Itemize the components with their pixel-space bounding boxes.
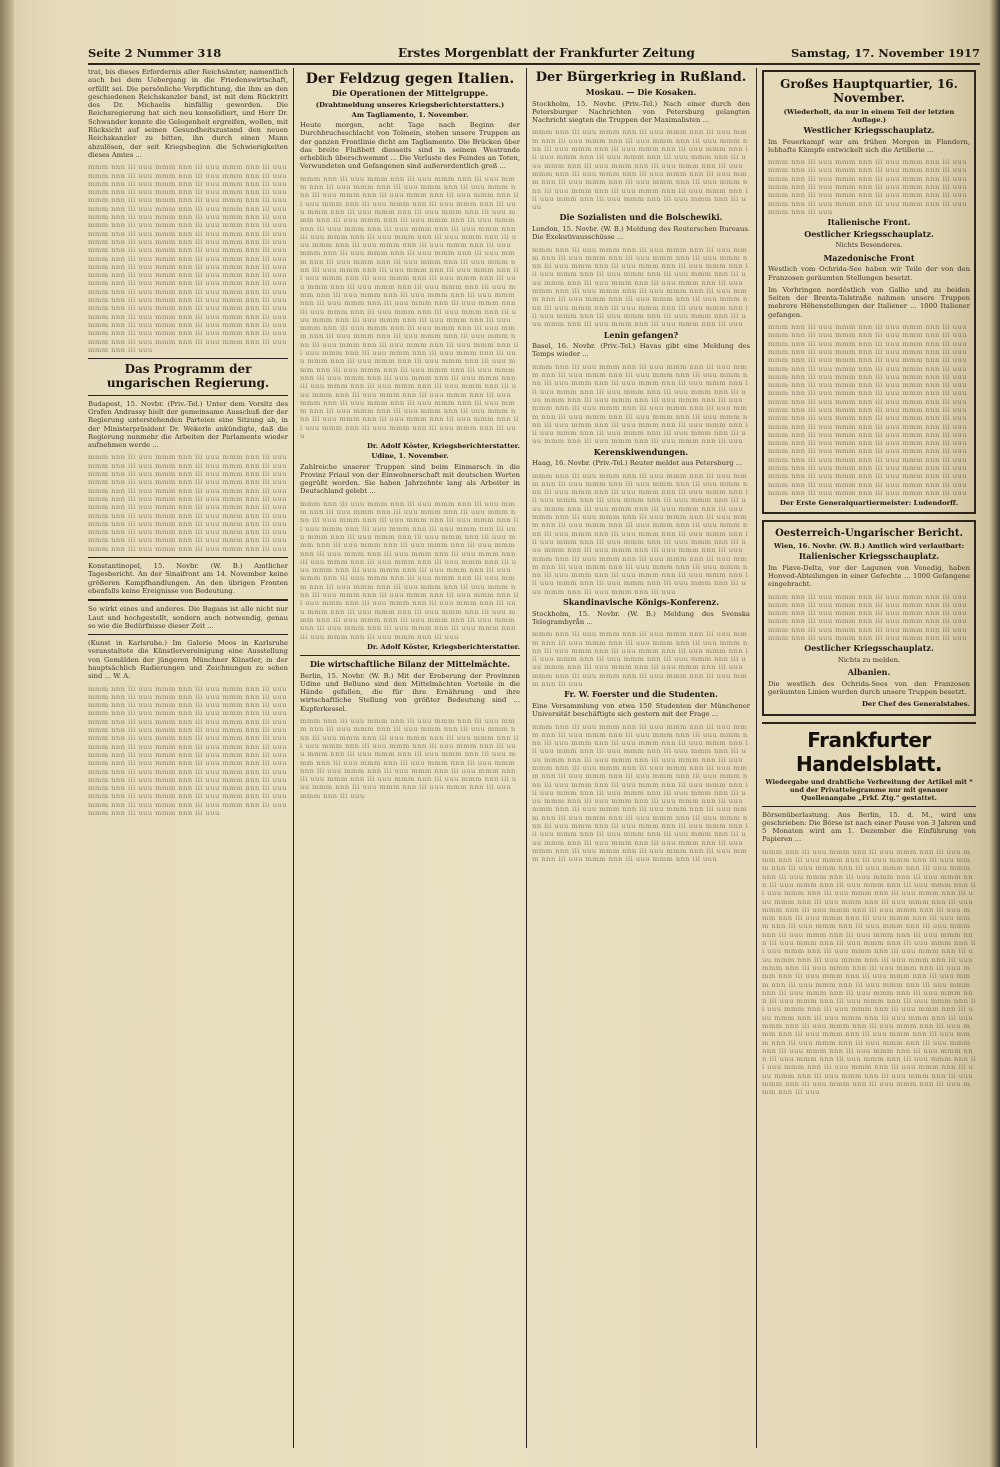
col2-subhead-2: Die wirtschaftliche Bilanz der Mittelmächte.: [309, 658, 510, 669]
col4-at-albania: Albanien.: [847, 667, 891, 678]
col1-divider-1: [88, 358, 288, 359]
col2-filler-text-3: mmm nnn iii uuu mmm nnn iii uuu mmm nnn iii uuu mmm nnn iii uuu mmm nnn iii uuu mmm nnn iii uuu mmm nnn iii uuu mmm nnn iii uuu mmm nnn iii uuu mmm nnn iii uuu mmm nnn iii uuu mmm nnn iii uuu mmm nnn iii uuu mmm nnn iii uuu mmm nnn iii uuu mmm nnn iii uuu mmm nnn iii uuu mmm nnn iii uuu mmm nnn iii uuu mmm nnn iii uuu mmm nnn iii uuu mmm nnn iii uuu mmm nnn iii uuu mmm nnn iii uuu mmm nnn iii uuu mmm nnn iii uuu mmm nnn iii uuu mmm nnn iii uuu mmm nnn iii uuu mmm nnn iii uuu: [300, 717, 519, 800]
col4-filler-text-2: mmm nnn iii uuu mmm nnn iii uuu mmm nnn iii uuu mmm nnn iii uuu mmm nnn iii uuu mmm nnn iii uuu mmm nnn iii uuu mmm nnn iii uuu mmm nnn iii uuu mmm nnn iii uuu mmm nnn iii uuu mmm nnn iii uuu mmm nnn iii uuu mmm nnn iii uuu mmm nnn iii uuu mmm nnn iii uuu mmm nnn iii uuu mmm nnn iii uuu mmm nnn iii uuu mmm nnn iii uuu mmm nnn iii uuu mmm nnn iii uuu mmm nnn iii uuu mmm nnn iii uuu mmm nnn iii uuu mmm nnn iii uuu mmm nnn iii uuu mmm nnn iii uuu mmm nnn iii uuu mmm nnn iii uuu mmm nnn iii uuu mmm nnn iii uuu mmm nnn iii uuu mmm nnn iii uuu mmm nnn iii uuu mmm nnn iii uuu mmm nnn iii uuu mmm nnn iii uuu mmm nnn iii uuu mmm nnn iii uuu mmm nnn iii uuu mmm nnn iii uuu mmm nnn iii uuu mmm nnn iii uuu mmm nnn iii uuu mmm nnn iii uuu mmm nnn iii uuu mmm nnn iii uuu mmm nnn iii uuu mmm nnn iii uuu mmm nnn iii uuu mmm nnn iii uuu mmm nnn iii uuu mmm nnn iii uuu mmm nnn iii uuu mmm nnn iii uuu mmm nnn iii uuu mmm nnn iii uuu mmm nnn iii uuu mmm nnn iii uuu mmm nnn iii uuu mmm nnn iii uuu mmm nnn iii uuu: [768, 323, 967, 497]
col4-quartermaster: Der Erste Generalquartiermeister: Ludendorff.: [779, 499, 959, 508]
col4-west-body: Im Feuerkampf war am frühen Morgen in Flandern, lebhafte Kämpfe entwickelt sich die Artillerie ...: [768, 137, 970, 154]
col4-dateline: (Wiederholt, da nur in einem Teil der letzten Auflage.): [783, 107, 955, 124]
army-report-box: [762, 70, 976, 514]
col4-italy: Italienische Front.: [827, 217, 911, 228]
col3-body-2: London, 15. Novbr. (W. B.) Meldung des Reuterschen Bureaus. Die Exekutivausschüsse ...: [532, 224, 750, 242]
col3-subhead-3: Lenin gefangen?: [603, 329, 679, 340]
col3-filler-text-1: mmm nnn iii uuu mmm nnn iii uuu mmm nnn iii uuu mmm nnn iii uuu mmm nnn iii uuu mmm nnn iii uuu mmm nnn iii uuu mmm nnn iii uuu mmm nnn iii uuu mmm nnn iii uuu mmm nnn iii uuu mmm nnn iii uuu mmm nnn iii uuu mmm nnn iii uuu mmm nnn iii uuu mmm nnn iii uuu mmm nnn iii uuu mmm nnn iii uuu mmm nnn iii uuu mmm nnn iii uuu mmm nnn iii uuu mmm nnn iii uuu mmm nnn iii uuu mmm nnn iii uuu mmm nnn iii uuu mmm nnn iii uuu mmm nnn iii uuu mmm nnn iii uuu mmm nnn iii uuu: [532, 128, 749, 212]
header-date: Samstag, 17. November 1917: [791, 46, 980, 60]
handelsblatt-masthead-sub: Wiedergabe und drahtliche Verbreitung der Artikel mit * und der Privattelegramme nur mit genauer Quellenangabe „Frkf. Ztg.“ gestattet.: [765, 777, 973, 802]
col4-at-dateline: Wien, 16. Novbr. (W. B.) Amtlich wird verlautbart:: [773, 541, 965, 550]
col2-body-3: Berlin, 15. Novbr. (W. B.) Mit der Eroberung der Provinzen Udine und Belluno sind den Mittelmächten Vorteile in die Hände gefallen, die für ihre Ernährung und ihre wirtschaftliche Stellung von größter Bedeutung sind ... Kupferkessel.: [300, 671, 520, 713]
col4-east: Oestlicher Kriegsschauplatz.: [804, 228, 934, 239]
col2-body-2: Zahlreiche unserer Truppen sind beim Einmarsch in die Provinz Friaul von der Einwohnerschaft mit deutschen Worten gegrüßt worden. Sie haben Jahrzehnte lang als Arbeiter in Deutschland gelebt ...: [300, 462, 520, 496]
header-rule: [88, 63, 980, 65]
col3-filler-text-4: mmm nnn iii uuu mmm nnn iii uuu mmm nnn iii uuu mmm nnn iii uuu mmm nnn iii uuu mmm nnn iii uuu mmm nnn iii uuu mmm nnn iii uuu mmm nnn iii uuu mmm nnn iii uuu mmm nnn iii uuu mmm nnn iii uuu mmm nnn iii uuu mmm nnn iii uuu mmm nnn iii uuu mmm nnn iii uuu mmm nnn iii uuu mmm nnn iii uuu mmm nnn iii uuu mmm nnn iii uuu mmm nnn iii uuu mmm nnn iii uuu mmm nnn iii uuu mmm nnn iii uuu mmm nnn iii uuu mmm nnn iii uuu mmm nnn iii uuu mmm nnn iii uuu mmm nnn iii uuu mmm nnn iii uuu mmm nnn iii uuu mmm nnn iii uuu mmm nnn iii uuu mmm nnn iii uuu mmm nnn iii uuu mmm nnn iii uuu mmm nnn iii uuu mmm nnn iii uuu mmm nnn iii uuu mmm nnn iii uuu mmm nnn iii uuu mmm nnn iii uuu mmm nnn iii uuu mmm nnn iii uuu mmm nnn iii uuu mmm nnn iii uuu mmm nnn iii uuu: [532, 471, 749, 596]
col4-divider-2: [762, 806, 976, 807]
col2-signature-2: Dr. Adolf Köster, Kriegsberichterstatter.: [366, 642, 520, 651]
col3-subhead-4: Kerenskiwendungen.: [593, 446, 689, 457]
col3-subhead-6: Fr. W. Foerster und die Studenten.: [564, 689, 718, 700]
col1-filler-text: mmm nnn iii uuu mmm nnn iii uuu mmm nnn iii uuu mmm nnn iii uuu mmm nnn iii uuu mmm nnn iii uuu mmm nnn iii uuu mmm nnn iii uuu mmm nnn iii uuu mmm nnn iii uuu mmm nnn iii uuu mmm nnn iii uuu mmm nnn iii uuu mmm nnn iii uuu mmm nnn iii uuu mmm nnn iii uuu mmm nnn iii uuu mmm nnn iii uuu mmm nnn iii uuu mmm nnn iii uuu mmm nnn iii uuu mmm nnn iii uuu mmm nnn iii uuu mmm nnn iii uuu mmm nnn iii uuu mmm nnn iii uuu mmm nnn iii uuu mmm nnn iii uuu mmm nnn iii uuu mmm nnn iii uuu mmm nnn iii uuu mmm nnn iii uuu mmm nnn iii uuu mmm nnn iii uuu mmm nnn iii uuu mmm nnn iii uuu mmm nnn iii uuu mmm nnn iii uuu mmm nnn iii uuu mmm nnn iii uuu mmm nnn iii uuu mmm nnn iii uuu mmm nnn iii uuu mmm nnn iii uuu mmm nnn iii uuu mmm nnn iii uuu mmm nnn iii uuu mmm nnn iii uuu mmm nnn iii uuu mmm nnn iii uuu mmm nnn iii uuu mmm nnn iii uuu mmm nnn iii uuu mmm nnn iii uuu mmm nnn iii uuu mmm nnn iii uuu mmm nnn iii uuu mmm nnn iii uuu mmm nnn iii uuu mmm nnn iii uuu mmm nnn iii uuu mmm nnn iii uuu mmm nnn iii uuu mmm nnn iii uuu mmm nnn iii uuu mmm nnn iii uuu mmm nnn iii uuu: [88, 163, 287, 354]
austro-hungarian-report-box: [762, 520, 976, 715]
col3-filler-text-6: mmm nnn iii uuu mmm nnn iii uuu mmm nnn iii uuu mmm nnn iii uuu mmm nnn iii uuu mmm nnn iii uuu mmm nnn iii uuu mmm nnn iii uuu mmm nnn iii uuu mmm nnn iii uuu mmm nnn iii uuu mmm nnn iii uuu mmm nnn iii uuu mmm nnn iii uuu mmm nnn iii uuu mmm nnn iii uuu mmm nnn iii uuu mmm nnn iii uuu mmm nnn iii uuu mmm nnn iii uuu mmm nnn iii uuu mmm nnn iii uuu mmm nnn iii uuu mmm nnn iii uuu mmm nnn iii uuu mmm nnn iii uuu mmm nnn iii uuu mmm nnn iii uuu mmm nnn iii uuu mmm nnn iii uuu mmm nnn iii uuu mmm nnn iii uuu mmm nnn iii uuu mmm nnn iii uuu mmm nnn iii uuu mmm nnn iii uuu mmm nnn iii uuu mmm nnn iii uuu mmm nnn iii uuu mmm nnn iii uuu mmm nnn iii uuu mmm nnn iii uuu mmm nnn iii uuu mmm nnn iii uuu mmm nnn iii uuu mmm nnn iii uuu mmm nnn iii uuu mmm nnn iii uuu mmm nnn iii uuu mmm nnn iii uuu mmm nnn iii uuu mmm nnn iii uuu mmm nnn iii uuu mmm nnn iii uuu: [532, 722, 749, 864]
col1-filler-text-2: mmm nnn iii uuu mmm nnn iii uuu mmm nnn iii uuu mmm nnn iii uuu mmm nnn iii uuu mmm nnn iii uuu mmm nnn iii uuu mmm nnn iii uuu mmm nnn iii uuu mmm nnn iii uuu mmm nnn iii uuu mmm nnn iii uuu mmm nnn iii uuu mmm nnn iii uuu mmm nnn iii uuu mmm nnn iii uuu mmm nnn iii uuu mmm nnn iii uuu mmm nnn iii uuu mmm nnn iii uuu mmm nnn iii uuu mmm nnn iii uuu mmm nnn iii uuu mmm nnn iii uuu mmm nnn iii uuu mmm nnn iii uuu mmm nnn iii uuu mmm nnn iii uuu mmm nnn iii uuu mmm nnn iii uuu mmm nnn iii uuu mmm nnn iii uuu mmm nnn iii uuu mmm nnn iii uuu mmm nnn iii uuu mmm nnn iii uuu: [88, 453, 287, 553]
col4-east-body: Nichts Besonderes.: [835, 241, 903, 250]
col1-section4-body: (Kunst in Karlsruhe.) Im Galerie Moos in Karlsruhe veranstaltete die Künstlervereinigung eine Ausstellung von Gemälden der jüngeren Münchner Künstler, in der hauptsächlich Radierungen und Zeichnungen zu sehen sind ... W. A.: [88, 639, 288, 681]
col3-filler-text-3: mmm nnn iii uuu mmm nnn iii uuu mmm nnn iii uuu mmm nnn iii uuu mmm nnn iii uuu mmm nnn iii uuu mmm nnn iii uuu mmm nnn iii uuu mmm nnn iii uuu mmm nnn iii uuu mmm nnn iii uuu mmm nnn iii uuu mmm nnn iii uuu mmm nnn iii uuu mmm nnn iii uuu mmm nnn iii uuu mmm nnn iii uuu mmm nnn iii uuu mmm nnn iii uuu mmm nnn iii uuu mmm nnn iii uuu mmm nnn iii uuu mmm nnn iii uuu mmm nnn iii uuu mmm nnn iii uuu mmm nnn iii uuu mmm nnn iii uuu mmm nnn iii uuu mmm nnn iii uuu mmm nnn iii uuu mmm nnn iii uuu mmm nnn iii uuu: [532, 362, 749, 446]
col4-at-albania-body: Die westlich des Ochrida-Sees von den Franzosen geräumten Linien wurden durch unsere Truppen besetzt.: [768, 679, 970, 697]
col4-at-headline: Oesterreich-Ungarischer Bericht.: [775, 528, 963, 540]
col4-at-italy-body: Im Piave-Delta, vor der Lagunen von Venedig, haben Honved-Abteilungen in einer Gefechte ... 1000 Gefangene eingebracht.: [768, 563, 970, 589]
col4-filler-text-3: mmm nnn iii uuu mmm nnn iii uuu mmm nnn iii uuu mmm nnn iii uuu mmm nnn iii uuu mmm nnn iii uuu mmm nnn iii uuu mmm nnn iii uuu mmm nnn iii uuu mmm nnn iii uuu mmm nnn iii uuu mmm nnn iii uuu mmm nnn iii uuu mmm nnn iii uuu mmm nnn iii uuu mmm nnn iii uuu mmm nnn iii uuu mmm nnn iii uuu: [768, 592, 967, 643]
column-rule-3: [756, 68, 757, 1448]
header-newspaper-title: Erstes Morgenblatt der Frankfurter Zeitung: [398, 46, 695, 60]
col4-at-east-body: Nichts zu melden.: [837, 655, 901, 664]
col2-dateline: (Drahtmeldung unseres Kriegsberichterstatters.): [315, 100, 505, 109]
col4-at-italy: Italienischer Kriegsschauplatz.: [798, 551, 940, 562]
column-rule-2: [526, 68, 527, 1448]
col3-body-6: Eine Versammlung von etwa 150 Studenten der Münchener Universität beschäftigte sich gestern mit der Frage ...: [532, 701, 750, 719]
column-1: [88, 68, 288, 1448]
col1-headline: Das Programm der ungarischen Regierung.: [106, 362, 270, 390]
col2-signature-1: Dr. Adolf Köster, Kriegsberichterstatter.: [366, 442, 520, 451]
col1-section2-body: Konstantinopel, 15. Novbr. (W. B.) Amtlicher Tagesbericht. An der Sinaifront am 14. November keine größeren Kampfhandlungen. An den übrigen Fronten ebenfalls keine Ereignisse von Bedeutung.: [88, 562, 288, 595]
column-3: [532, 68, 750, 1448]
binding-edge: [0, 0, 14, 1467]
col3-body-1: Stockholm, 15. Novbr. (Priv.-Tel.) Nach einer durch den Petersburger Nachrichten von Petersburg gelangten Nachricht siegten die Truppen der Maximalisten ...: [532, 99, 750, 125]
col1-section3-body: So wirkt eines und anderes. Die Bagaas ist alle nicht nur Laut und hochgestellt, sondern auch notwendig, genau so wie die Bedürfnisse dieser Zeit ...: [88, 605, 288, 630]
col4-handelsblatt-body: Börsenüberlastung. Aus Berlin, 15. d. M., wird uns geschrieben: Die Börse ist nach einer Pause von 3 Jahren und 5 Monaten wird am 1. Dezember die Einführung von Papieren ...: [762, 810, 976, 844]
column-2: [300, 68, 520, 1448]
col2-filler-text-2: mmm nnn iii uuu mmm nnn iii uuu mmm nnn iii uuu mmm nnn iii uuu mmm nnn iii uuu mmm nnn iii uuu mmm nnn iii uuu mmm nnn iii uuu mmm nnn iii uuu mmm nnn iii uuu mmm nnn iii uuu mmm nnn iii uuu mmm nnn iii uuu mmm nnn iii uuu mmm nnn iii uuu mmm nnn iii uuu mmm nnn iii uuu mmm nnn iii uuu mmm nnn iii uuu mmm nnn iii uuu mmm nnn iii uuu mmm nnn iii uuu mmm nnn iii uuu mmm nnn iii uuu mmm nnn iii uuu mmm nnn iii uuu mmm nnn iii uuu mmm nnn iii uuu mmm nnn iii uuu mmm nnn iii uuu mmm nnn iii uuu mmm nnn iii uuu mmm nnn iii uuu mmm nnn iii uuu mmm nnn iii uuu mmm nnn iii uuu mmm nnn iii uuu mmm nnn iii uuu mmm nnn iii uuu mmm nnn iii uuu mmm nnn iii uuu mmm nnn iii uuu mmm nnn iii uuu mmm nnn iii uuu mmm nnn iii uuu mmm nnn iii uuu mmm nnn iii uuu mmm nnn iii uuu mmm nnn iii uuu mmm nnn iii uuu mmm nnn iii uuu mmm nnn iii uuu mmm nnn iii uuu mmm nnn iii uuu: [300, 499, 519, 641]
col4-at-sign: Der Chef des Generalstabes.: [861, 700, 970, 709]
col4-italy-body: Im Vorbringen nordöstlich von Gallio und zu beiden Seiten der Brenta-Talstraße nahmen unsere Truppen mehrere Höhenstellungen der Italiener ... 1000 Italiener gefangen.: [768, 285, 970, 319]
col2-divider: [300, 655, 520, 656]
col1-divider-3: [88, 557, 288, 558]
page-header: [88, 46, 980, 62]
col1-divider-4: [88, 599, 288, 601]
col4-headline: Großes Hauptquartier, 16. November.: [780, 77, 958, 105]
col1-intro: trat, bis dieses Erfordernis aller Reichsämter, namentlich auch bei dem Uebergang in die Friedenswirtschaft, erfüllt sei. Die persönliche Verpflichtung, die ihm an den geschiedenen Reichskanzler band, ist mit dem Rücktritt des Dr. Michaelis hinfällig geworden. Die Reichsregierung hat sich neu konsolidiert, und Herr Dr. Schwander konnte die Gelegenheit ergreifen, wollen, mit Rücksicht auf seinen Gesundheitszustand den neuen Reichskanzler zu bitten, ihn durch einen Mann abzulösen, der seit Kriegsbeginn die Schwierigkeiten dieses Amtes ...: [88, 68, 288, 159]
col3-subhead: Moskau. — Die Kosaken.: [585, 86, 697, 97]
col4-at-east: Oestlicher Kriegsschauplatz.: [804, 643, 934, 654]
col2-body-1: Heute morgen, acht Tage nach Beginn der Durchbruchsschlacht von Tolmein, stehen unsere Truppen an der ganzen Frontlinie dicht am Tagliamento. Die Brücken über das breite Flußbett diesseits sind in seinem Westrande erheblich überschwemmt ... Die Verluste des Feindes an Toten, Verwundeten und Gefangenen sind außerordentlich groß ...: [300, 121, 520, 171]
col2-subhead: Die Operationen der Mittelgruppe.: [331, 88, 489, 99]
col4-west: Westlicher Kriegsschauplatz.: [803, 124, 935, 135]
col3-body-4: Haag, 16. Novbr. (Priv.-Tel.) Reuter meldet aus Petersburg ...: [532, 459, 743, 468]
page-edge-shadow: [990, 0, 1000, 1467]
col3-body-3: Basel, 16. Novbr. (Priv.-Tel.) Havas gibt eine Meldung des Temps wieder ...: [532, 342, 750, 359]
col3-headline: Der Bürgerkrieg in Rußland.: [535, 70, 747, 85]
column-rule-1: [293, 68, 294, 1448]
col3-filler-text-5: mmm nnn iii uuu mmm nnn iii uuu mmm nnn iii uuu mmm nnn iii uuu mmm nnn iii uuu mmm nnn iii uuu mmm nnn iii uuu mmm nnn iii uuu mmm nnn iii uuu mmm nnn iii uuu mmm nnn iii uuu mmm nnn iii uuu mmm nnn iii uuu mmm nnn iii uuu mmm nnn iii uuu mmm nnn iii uuu mmm nnn iii uuu mmm nnn iii uuu mmm nnn iii uuu mmm nnn iii uuu: [532, 630, 749, 689]
col4-maced: Mazedonische Front: [823, 252, 915, 263]
col4-filler-text-4: mmm nnn iii uuu mmm nnn iii uuu mmm nnn iii uuu mmm nnn iii uuu mmm nnn iii uuu mmm nnn iii uuu mmm nnn iii uuu mmm nnn iii uuu mmm nnn iii uuu mmm nnn iii uuu mmm nnn iii uuu mmm nnn iii uuu mmm nnn iii uuu mmm nnn iii uuu mmm nnn iii uuu mmm nnn iii uuu mmm nnn iii uuu mmm nnn iii uuu mmm nnn iii uuu mmm nnn iii uuu mmm nnn iii uuu mmm nnn iii uuu mmm nnn iii uuu mmm nnn iii uuu mmm nnn iii uuu mmm nnn iii uuu mmm nnn iii uuu mmm nnn iii uuu mmm nnn iii uuu mmm nnn iii uuu mmm nnn iii uuu mmm nnn iii uuu mmm nnn iii uuu mmm nnn iii uuu mmm nnn iii uuu mmm nnn iii uuu mmm nnn iii uuu mmm nnn iii uuu mmm nnn iii uuu mmm nnn iii uuu mmm nnn iii uuu mmm nnn iii uuu mmm nnn iii uuu mmm nnn iii uuu mmm nnn iii uuu mmm nnn iii uuu mmm nnn iii uuu mmm nnn iii uuu mmm nnn iii uuu mmm nnn iii uuu mmm nnn iii uuu mmm nnn iii uuu mmm nnn iii uuu mmm nnn iii uuu mmm nnn iii uuu mmm nnn iii uuu mmm nnn iii uuu mmm nnn iii uuu mmm nnn iii uuu mmm nnn iii uuu mmm nnn iii uuu mmm nnn iii uuu mmm nnn iii uuu mmm nnn iii uuu mmm nnn iii uuu mmm nnn iii uuu mmm nnn iii uuu mmm nnn iii uuu mmm nnn iii uuu mmm nnn iii uuu mmm nnn iii uuu mmm nnn iii uuu mmm nnn iii uuu mmm nnn iii uuu mmm nnn iii uuu mmm nnn iii uuu mmm nnn iii uuu mmm nnn iii uuu mmm nnn iii uuu mmm nnn iii uuu mmm nnn iii uuu mmm nnn iii uuu mmm nnn iii uuu mmm nnn iii uuu mmm nnn iii uuu mmm nnn iii uuu mmm nnn iii uuu mmm nnn iii uuu mmm nnn iii uuu mmm nnn iii uuu mmm nnn iii uuu mmm nnn iii uuu: [762, 847, 976, 1097]
col1-filler-text-3: mmm nnn iii uuu mmm nnn iii uuu mmm nnn iii uuu mmm nnn iii uuu mmm nnn iii uuu mmm nnn iii uuu mmm nnn iii uuu mmm nnn iii uuu mmm nnn iii uuu mmm nnn iii uuu mmm nnn iii uuu mmm nnn iii uuu mmm nnn iii uuu mmm nnn iii uuu mmm nnn iii uuu mmm nnn iii uuu mmm nnn iii uuu mmm nnn iii uuu mmm nnn iii uuu mmm nnn iii uuu mmm nnn iii uuu mmm nnn iii uuu mmm nnn iii uuu mmm nnn iii uuu mmm nnn iii uuu mmm nnn iii uuu mmm nnn iii uuu mmm nnn iii uuu mmm nnn iii uuu mmm nnn iii uuu mmm nnn iii uuu mmm nnn iii uuu mmm nnn iii uuu mmm nnn iii uuu mmm nnn iii uuu mmm nnn iii uuu mmm nnn iii uuu mmm nnn iii uuu mmm nnn iii uuu mmm nnn iii uuu mmm nnn iii uuu mmm nnn iii uuu mmm nnn iii uuu mmm nnn iii uuu mmm nnn iii uuu mmm nnn iii uuu mmm nnn iii uuu: [88, 684, 287, 818]
col2-headline: Der Feldzug gegen Italien.: [305, 71, 515, 87]
handelsblatt-masthead: Frankfurter Handelsblatt.: [796, 727, 942, 776]
header-page-number: Seite 2 Nummer 318: [88, 46, 222, 60]
col2-place: Am Tagliamento, 1. November.: [351, 110, 469, 119]
col3-subhead-5: Skandinavische Königs-Konferenz.: [562, 597, 719, 608]
col1-divider-2: [88, 395, 288, 396]
col3-body-5: Stockholm, 15. Novbr. (W. B.) Meldung des Svenska Telegrambyrån ...: [532, 609, 750, 626]
col3-filler-text-2: mmm nnn iii uuu mmm nnn iii uuu mmm nnn iii uuu mmm nnn iii uuu mmm nnn iii uuu mmm nnn iii uuu mmm nnn iii uuu mmm nnn iii uuu mmm nnn iii uuu mmm nnn iii uuu mmm nnn iii uuu mmm nnn iii uuu mmm nnn iii uuu mmm nnn iii uuu mmm nnn iii uuu mmm nnn iii uuu mmm nnn iii uuu mmm nnn iii uuu mmm nnn iii uuu mmm nnn iii uuu mmm nnn iii uuu mmm nnn iii uuu mmm nnn iii uuu mmm nnn iii uuu mmm nnn iii uuu mmm nnn iii uuu mmm nnn iii uuu mmm nnn iii uuu mmm nnn iii uuu mmm nnn iii uuu mmm nnn iii uuu mmm nnn iii uuu: [532, 245, 749, 329]
column-4: [762, 68, 976, 1448]
col4-maced-body: Westlich vom Ochrida-See haben wir Teile der von den Franzosen geräumten Stellungen besetzt.: [768, 265, 970, 282]
col1-divider-5: [88, 634, 288, 635]
col3-subhead-2: Die Sozialisten und die Bolschewiki.: [559, 212, 723, 223]
col2-filler-text-1: mmm nnn iii uuu mmm nnn iii uuu mmm nnn iii uuu mmm nnn iii uuu mmm nnn iii uuu mmm nnn iii uuu mmm nnn iii uuu mmm nnn iii uuu mmm nnn iii uuu mmm nnn iii uuu mmm nnn iii uuu mmm nnn iii uuu mmm nnn iii uuu mmm nnn iii uuu mmm nnn iii uuu mmm nnn iii uuu mmm nnn iii uuu mmm nnn iii uuu mmm nnn iii uuu mmm nnn iii uuu mmm nnn iii uuu mmm nnn iii uuu mmm nnn iii uuu mmm nnn iii uuu mmm nnn iii uuu mmm nnn iii uuu mmm nnn iii uuu mmm nnn iii uuu mmm nnn iii uuu mmm nnn iii uuu mmm nnn iii uuu mmm nnn iii uuu mmm nnn iii uuu mmm nnn iii uuu mmm nnn iii uuu mmm nnn iii uuu mmm nnn iii uuu mmm nnn iii uuu mmm nnn iii uuu mmm nnn iii uuu mmm nnn iii uuu mmm nnn iii uuu mmm nnn iii uuu mmm nnn iii uuu mmm nnn iii uuu mmm nnn iii uuu mmm nnn iii uuu mmm nnn iii uuu mmm nnn iii uuu mmm nnn iii uuu mmm nnn iii uuu mmm nnn iii uuu mmm nnn iii uuu mmm nnn iii uuu mmm nnn iii uuu mmm nnn iii uuu mmm nnn iii uuu mmm nnn iii uuu mmm nnn iii uuu mmm nnn iii uuu mmm nnn iii uuu mmm nnn iii uuu mmm nnn iii uuu mmm nnn iii uuu mmm nnn iii uuu mmm nnn iii uuu mmm nnn iii uuu mmm nnn iii uuu mmm nnn iii uuu mmm nnn iii uuu mmm nnn iii uuu mmm nnn iii uuu mmm nnn iii uuu mmm nnn iii uuu mmm nnn iii uuu mmm nnn iii uuu mmm nnn iii uuu mmm nnn iii uuu mmm nnn iii uuu mmm nnn iii uuu mmm nnn iii uuu mmm nnn iii uuu mmm nnn iii uuu mmm nnn iii uuu mmm nnn iii uuu mmm nnn iii uuu mmm nnn iii uuu mmm nnn iii uuu mmm nnn iii uuu mmm nnn iii uuu mmm nnn iii uuu mmm nnn iii uuu mmm nnn iii uuu mmm nnn iii uuu mmm nnn iii uuu mmm nnn iii uuu mmm nnn iii uuu mmm nnn iii uuu mmm nnn iii uuu mmm nnn iii uuu: [300, 174, 519, 440]
col2-place-2: Udine, 1. November.: [371, 452, 449, 461]
col4-divider: [762, 722, 976, 724]
col1-section1-body: Budapest, 15. Novbr. (Priv.-Tel.) Unter dem Vorsitz des Grafen Andrassy hielt der gemeinsame Ausschuß der der Regierung unterstehenden Parteien eine Sitzung ab, in der Ministerpräsident Dr. Wekerle ankündigte, daß die Regierung nunmehr die Arbeiten der Parlamente wieder aufnehmen werde ...: [88, 399, 288, 450]
col4-filler-text-1: mmm nnn iii uuu mmm nnn iii uuu mmm nnn iii uuu mmm nnn iii uuu mmm nnn iii uuu mmm nnn iii uuu mmm nnn iii uuu mmm nnn iii uuu mmm nnn iii uuu mmm nnn iii uuu mmm nnn iii uuu mmm nnn iii uuu mmm nnn iii uuu mmm nnn iii uuu mmm nnn iii uuu mmm nnn iii uuu mmm nnn iii uuu mmm nnn iii uuu mmm nnn iii uuu: [768, 158, 967, 216]
